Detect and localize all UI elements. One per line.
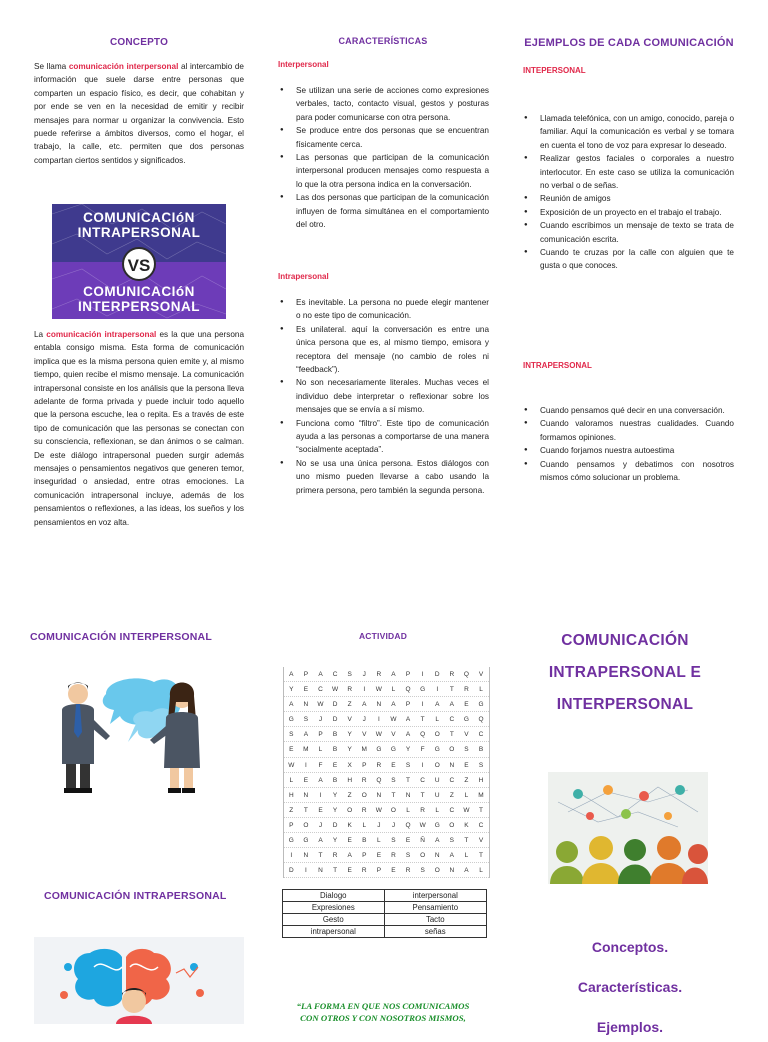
word-search-cell[interactable]: W bbox=[463, 806, 470, 814]
word-search-cell[interactable]: C bbox=[420, 776, 425, 784]
word-search-cell[interactable]: R bbox=[464, 686, 469, 694]
word-search-cell[interactable]: G bbox=[434, 821, 440, 829]
word-search-cell[interactable]: M bbox=[478, 791, 484, 799]
word-search-cell[interactable]: G bbox=[390, 746, 396, 754]
word-search-cell[interactable]: F bbox=[318, 761, 323, 769]
word-search-cell[interactable]: N bbox=[303, 852, 309, 860]
carac-inter-list bbox=[278, 84, 489, 231]
word-search-cell[interactable]: G bbox=[434, 746, 440, 754]
table-cell: Dialogo bbox=[283, 890, 385, 902]
word-search-cell[interactable]: G bbox=[478, 701, 484, 709]
word-search-cell[interactable]: B bbox=[478, 746, 484, 754]
word-search-cell[interactable]: T bbox=[391, 791, 396, 799]
ejemplos-inter-label: INTEPERSONAL bbox=[523, 66, 586, 75]
word-search-cell[interactable]: S bbox=[420, 867, 425, 875]
word-search-cell[interactable]: Q bbox=[478, 716, 484, 724]
cover-title-line-3: INTERPERSONAL bbox=[556, 696, 694, 713]
concepto-text-post: al intercambio de información que suele darse entre personas que comparten un espacio físico, es decir, que cohabitan y por ende se ven en la necesidad de emitir y recibir mensajes para normar u organizar la convivencia. Esto puede referirse a ámbitos diversos, como el hogar, el trabajo, la calle, etc. permiten que dos personas compartan ciertos sentidos y significados. bbox=[34, 62, 244, 165]
word-search-cell[interactable]: L bbox=[479, 686, 483, 694]
word-search-cell[interactable]: I bbox=[377, 716, 380, 724]
word-search-cell[interactable]: C bbox=[332, 671, 338, 678]
word-search-cell[interactable]: L bbox=[377, 837, 381, 845]
concepto-heading: CONCEPTO bbox=[109, 37, 169, 48]
word-search-cell[interactable]: B bbox=[362, 837, 367, 845]
word-search-cell[interactable]: A bbox=[405, 731, 411, 739]
word-search-cell[interactable]: Y bbox=[347, 731, 352, 739]
intra-section-heading: COMUNICACIÓN INTRAPERSONAL bbox=[44, 890, 227, 902]
word-search-cell[interactable]: M bbox=[303, 746, 309, 754]
word-search-cell[interactable]: G bbox=[463, 716, 469, 724]
word-search-cell[interactable]: R bbox=[361, 867, 367, 875]
word-search-cell[interactable]: R bbox=[449, 671, 455, 678]
word-search-cell[interactable]: N bbox=[376, 791, 382, 799]
word-search-cell[interactable]: U bbox=[434, 791, 440, 799]
word-search-cell[interactable]: L bbox=[289, 776, 294, 784]
word-search-cell[interactable]: S bbox=[405, 761, 411, 769]
word-search-cell[interactable]: W bbox=[332, 686, 339, 694]
word-search-cell[interactable]: H bbox=[478, 776, 484, 784]
list-item: ● Cuando pensamos y debatimos con nosotros mismos cómo solucionar un problema. bbox=[522, 458, 734, 485]
word-search-cell[interactable]: N bbox=[405, 791, 411, 799]
word-search-cell[interactable]: E bbox=[391, 867, 396, 875]
word-search-cell[interactable]: V bbox=[362, 731, 367, 739]
word-search-cell[interactable]: T bbox=[449, 686, 454, 694]
brain-person-illustration bbox=[34, 937, 244, 1024]
word-search-cell[interactable]: I bbox=[304, 867, 307, 875]
word-search-cell[interactable]: A bbox=[449, 701, 454, 709]
word-search-cell[interactable]: R bbox=[361, 806, 367, 814]
word-search-cell[interactable]: S bbox=[289, 731, 294, 739]
word-search-cell[interactable]: R bbox=[332, 852, 338, 860]
list-item: ● Cuando escribimos un mensaje de texto se trata de comunicación escrita. bbox=[522, 219, 734, 246]
word-search-cell[interactable]: E bbox=[303, 686, 309, 694]
table-cell: Pensamiento bbox=[384, 902, 486, 914]
word-search-cell[interactable]: T bbox=[464, 837, 469, 845]
word-search-cell[interactable]: E bbox=[289, 746, 294, 754]
word-search-cell[interactable]: G bbox=[303, 837, 309, 845]
word-search-cell[interactable]: O bbox=[303, 821, 309, 829]
table-cell: intrapersonal bbox=[283, 926, 385, 938]
list-item: ● Cuando forjamos nuestra autoestima bbox=[522, 444, 734, 457]
word-search-cell[interactable]: I bbox=[363, 686, 366, 694]
list-item: ● Las dos personas que participan de la comunicación influyen de forma simultánea en el comportamiento del otro. bbox=[278, 191, 489, 231]
word-search-cell[interactable]: L bbox=[391, 686, 396, 694]
caracteristicas-heading: CARACTERÍSTICAS bbox=[338, 36, 428, 46]
word-search-cell[interactable]: W bbox=[419, 821, 426, 829]
word-search-cell[interactable]: T bbox=[420, 791, 425, 799]
word-search-cell[interactable]: R bbox=[405, 867, 411, 875]
list-item: ● Se produce entre dos personas que se encuentran físicamente cerca. bbox=[278, 124, 489, 151]
word-search-cell[interactable]: A bbox=[289, 671, 294, 678]
word-search-cell[interactable]: O bbox=[347, 806, 353, 814]
word-search-cell[interactable]: A bbox=[405, 716, 411, 724]
word-search-cell[interactable]: A bbox=[289, 701, 294, 709]
cover-title bbox=[530, 625, 720, 721]
list-item: ● Se utilizan una serie de acciones como expresiones verbales, tacto, contacto visual, gestos y posturas para poder comunicarse con otra persona. bbox=[278, 84, 489, 124]
table-cell: Gesto bbox=[283, 914, 385, 926]
word-search-cell[interactable]: E bbox=[464, 761, 469, 769]
list-item: ● Cuando pensamos qué decir en una conversación. bbox=[522, 404, 734, 417]
word-search-cell[interactable]: T bbox=[303, 806, 308, 814]
table-cell: interpersonal bbox=[384, 890, 486, 902]
word-search-cell[interactable]: H bbox=[347, 776, 353, 784]
word-search-cell[interactable]: N bbox=[303, 701, 309, 709]
word-search-cell[interactable]: Z bbox=[347, 791, 352, 799]
cover-subtitle-3: Ejemplos. bbox=[596, 1019, 664, 1035]
word-search-cell[interactable]: L bbox=[362, 821, 367, 829]
cover-title-line-2: INTRAPERSONAL E bbox=[548, 664, 702, 681]
word-search-grid[interactable] bbox=[283, 667, 490, 878]
word-search-cell[interactable]: P bbox=[303, 671, 309, 678]
word-search-cell[interactable]: E bbox=[405, 837, 411, 845]
word-search-cell[interactable]: J bbox=[362, 716, 366, 724]
word-search-row bbox=[284, 833, 489, 848]
list-item: ● Cuando valoramos nuestras cualidades. Cuando formamos opiniones. bbox=[522, 417, 734, 444]
word-search-cell[interactable]: Z bbox=[289, 806, 294, 814]
word-search-cell[interactable]: Y bbox=[332, 791, 338, 799]
word-search-cell[interactable]: Q bbox=[420, 731, 426, 739]
word-search-cell[interactable]: P bbox=[405, 671, 411, 678]
word-search-cell[interactable]: S bbox=[464, 746, 469, 754]
word-search-cell[interactable]: E bbox=[332, 761, 338, 769]
cover-subtitle-1: Conceptos. bbox=[591, 939, 669, 955]
word-search-cell[interactable]: A bbox=[391, 701, 396, 709]
list-item: ● Cuando te cruzas por la calle con alguien que te gusta o que conoces. bbox=[522, 246, 734, 273]
word-search-cell[interactable]: S bbox=[347, 671, 352, 678]
word-search-cell[interactable]: D bbox=[434, 671, 440, 678]
quote-text bbox=[268, 1000, 498, 1024]
word-search-cell[interactable]: O bbox=[449, 821, 455, 829]
word-search-cell[interactable]: E bbox=[303, 776, 309, 784]
word-search-cell[interactable]: P bbox=[362, 852, 367, 860]
word-search-cell[interactable]: R bbox=[361, 776, 367, 784]
word-search-cell[interactable]: E bbox=[318, 806, 323, 814]
word-search-cell[interactable]: W bbox=[375, 731, 382, 739]
carac-intra-label: Intrapersonal bbox=[278, 272, 329, 281]
word-search-cell[interactable]: A bbox=[435, 701, 440, 709]
word-search-cell[interactable]: R bbox=[376, 671, 382, 678]
word-search-cell[interactable]: T bbox=[406, 776, 411, 784]
word-search-cell[interactable]: I bbox=[290, 852, 293, 860]
group-communication-illustration bbox=[548, 772, 708, 884]
list-item: ● Las personas que participan de la comunicación interpersonal producen mensajes como respuesta a lo que la otra persona indica en la conversación. bbox=[278, 151, 489, 191]
word-list-table bbox=[282, 889, 487, 938]
intra-text-post: es la que una persona entabla consigo misma. Esta forma de comunicación implica que es la misma persona quien emite y, al mismo tiempo, quien recibe el mismo mensaje. La comunicación intrapersonal consiste en los análisis que la persona lleva adelante de forma privada y puede incluir todo aquello que la persona escuche, lea o repita. Es a través de este tipo de comunicación que las personas se conectan con su consciencia, reflexionan, se dan ánimos o se calman. De este diálogo intrapersonal pueden surgir además mensajes o pensamientos negativos que generen temor, inseguridad o ansiedad, entre otras emociones. La comunicación intrapersonal incluye, además de los pensamientos o reflexiones, a las ideas, los sueños y los pensamientos en voz alta. bbox=[34, 330, 244, 527]
intra-vs-inter-banner bbox=[52, 204, 226, 319]
list-item: ● Realizar gestos faciales o corporales a nuestro interlocutor. En este caso se utiliza la comunicación no verbal o de señas. bbox=[522, 152, 734, 192]
word-search-cell[interactable]: T bbox=[479, 806, 483, 814]
word-search-cell[interactable]: X bbox=[347, 761, 352, 769]
word-search-row bbox=[284, 667, 489, 682]
word-search-cell[interactable]: L bbox=[464, 791, 469, 799]
word-search-cell[interactable]: Q bbox=[405, 821, 411, 829]
word-search-cell[interactable]: Z bbox=[347, 701, 352, 709]
word-search-cell[interactable]: E bbox=[376, 852, 382, 860]
inter-section-heading: COMUNICACIÓN INTERPERSONAL bbox=[30, 631, 212, 643]
word-search-cell[interactable]: I bbox=[421, 701, 424, 709]
brain-illustration-frame bbox=[34, 937, 244, 1024]
banner-top-text: COMUNICACIóN INTRAPERSONAL bbox=[77, 210, 201, 240]
list-item: ● Exposición de un proyecto en el trabajo el trabajo. bbox=[522, 206, 734, 219]
intra-highlight: comunicación intrapersonal bbox=[46, 330, 157, 339]
word-search-cell[interactable]: W bbox=[375, 686, 382, 694]
cover-subtitle-2: Características. bbox=[577, 979, 683, 995]
word-search-cell[interactable]: T bbox=[333, 867, 338, 875]
quote-line-2: CON OTROS Y CON NOSOTROS MISMOS, bbox=[300, 1013, 466, 1023]
table-row bbox=[283, 902, 487, 914]
word-search-cell[interactable]: I bbox=[421, 671, 424, 678]
word-search-row bbox=[284, 758, 489, 773]
word-search-cell[interactable]: N bbox=[449, 867, 455, 875]
word-search-cell[interactable]: Y bbox=[405, 746, 411, 754]
word-search-cell[interactable]: C bbox=[478, 731, 484, 739]
word-search-cell[interactable]: K bbox=[464, 821, 469, 829]
list-item: ● Funciona como “filtro”. Este tipo de comunicación ayuda a las personas a comportarse de una manera “socialmente aceptada”. bbox=[278, 417, 489, 457]
word-search-cell[interactable]: C bbox=[449, 776, 455, 784]
word-search-cell[interactable]: S bbox=[478, 761, 484, 769]
word-search-cell[interactable]: P bbox=[318, 731, 323, 739]
vs-badge: VS bbox=[122, 247, 156, 281]
word-search-cell[interactable]: W bbox=[375, 806, 382, 814]
list-item: ● Es inevitable. La persona no puede elegir mantener o no este tipo de comunicación. bbox=[278, 296, 489, 323]
word-search-cell[interactable]: C bbox=[478, 821, 484, 829]
word-search-cell[interactable]: I bbox=[436, 686, 439, 694]
table-row bbox=[283, 914, 487, 926]
word-search-cell[interactable]: N bbox=[434, 852, 440, 860]
word-search-cell[interactable]: A bbox=[318, 776, 323, 784]
word-search-cell[interactable]: Z bbox=[464, 776, 469, 784]
word-search-cell[interactable]: B bbox=[332, 776, 338, 784]
word-search-cell[interactable]: M bbox=[361, 746, 367, 754]
word-search-cell[interactable]: L bbox=[318, 746, 323, 754]
ejemplos-intra-list bbox=[522, 404, 734, 484]
table-row bbox=[283, 926, 487, 938]
word-search-cell[interactable]: T bbox=[479, 852, 483, 860]
word-search-row bbox=[284, 773, 489, 788]
word-search-cell[interactable]: A bbox=[303, 731, 309, 739]
word-search-cell[interactable]: J bbox=[362, 671, 366, 678]
word-search-cell[interactable]: I bbox=[421, 761, 424, 769]
word-search-cell[interactable]: E bbox=[464, 701, 469, 709]
word-search-cell[interactable]: G bbox=[376, 746, 382, 754]
word-search-cell[interactable]: J bbox=[318, 821, 323, 829]
table-cell: Expresiones bbox=[283, 902, 385, 914]
word-search-row bbox=[284, 727, 489, 742]
word-search-cell[interactable]: V bbox=[478, 837, 484, 845]
word-search-cell[interactable]: O bbox=[434, 761, 440, 769]
word-search-cell[interactable]: N bbox=[376, 701, 382, 709]
list-item: ● Llamada telefónica, con un amigo, conocido, pareja o familiar. Aquí la comunicación es verbal y se tomara en cuenta el tono de voz para expresar lo deseado. bbox=[522, 112, 734, 152]
word-search-cell[interactable]: Y bbox=[332, 806, 338, 814]
word-search-row bbox=[284, 697, 489, 712]
carac-inter-label: Interpersonal bbox=[278, 60, 329, 69]
intra-text-pre: La bbox=[34, 330, 47, 339]
word-search-cell[interactable]: S bbox=[405, 852, 411, 860]
word-search-cell[interactable]: E bbox=[391, 761, 396, 769]
word-search-cell[interactable]: Y bbox=[332, 837, 338, 845]
word-search-cell[interactable]: S bbox=[391, 776, 396, 784]
word-search-cell[interactable]: I bbox=[304, 761, 307, 769]
list-item: ● No son necesariamente literales. Muchas veces el individuo debe interpretar o reflexionar sobre los mensajes que se envía a sí mismo. bbox=[278, 376, 489, 416]
word-search-cell[interactable]: O bbox=[420, 852, 426, 860]
word-search-cell[interactable]: E bbox=[347, 837, 352, 845]
word-search-cell[interactable]: R bbox=[347, 686, 353, 694]
word-search-cell[interactable]: A bbox=[318, 671, 323, 678]
word-search-row bbox=[284, 863, 489, 878]
word-search-cell[interactable]: D bbox=[332, 701, 338, 709]
word-search-cell[interactable]: T bbox=[420, 716, 425, 724]
word-search-cell[interactable]: A bbox=[347, 852, 352, 860]
word-search-cell[interactable]: R bbox=[420, 806, 425, 814]
word-search-cell[interactable]: T bbox=[318, 852, 323, 860]
word-search-row bbox=[284, 742, 489, 757]
word-search-cell[interactable]: E bbox=[347, 867, 352, 875]
ejemplos-intra-label: INTRAPERSONAL bbox=[523, 361, 592, 370]
word-search-cell[interactable]: Y bbox=[289, 686, 294, 694]
word-search-cell[interactable]: O bbox=[390, 806, 396, 814]
word-search-cell[interactable]: C bbox=[449, 716, 455, 724]
word-search-cell[interactable]: R bbox=[376, 761, 382, 769]
word-search-cell[interactable]: J bbox=[377, 821, 381, 829]
word-search-cell[interactable]: S bbox=[391, 837, 396, 845]
word-search-cell[interactable]: D bbox=[332, 716, 338, 724]
word-search-cell[interactable]: V bbox=[391, 731, 396, 739]
word-search-row bbox=[284, 682, 489, 697]
word-search-cell[interactable]: N bbox=[449, 761, 455, 769]
word-search-cell[interactable]: B bbox=[332, 746, 338, 754]
intra-paragraph bbox=[34, 328, 244, 529]
carac-intra-list bbox=[278, 296, 489, 497]
group-communication-illustration-frame bbox=[548, 772, 708, 884]
word-search-cell[interactable]: G bbox=[288, 837, 294, 845]
word-search-cell[interactable]: J bbox=[391, 821, 396, 829]
word-search-cell[interactable]: K bbox=[347, 821, 352, 829]
word-search-cell[interactable]: W bbox=[390, 716, 397, 724]
ejemplos-heading: EJEMPLOS DE CADA COMUNICACIÓN bbox=[524, 37, 734, 49]
word-search-cell[interactable]: Ñ bbox=[420, 837, 425, 845]
word-search-cell[interactable]: C bbox=[318, 686, 323, 694]
table-row bbox=[283, 890, 487, 902]
word-search-cell[interactable]: P bbox=[405, 701, 411, 709]
word-search-cell[interactable]: W bbox=[288, 761, 295, 769]
word-search-cell[interactable]: L bbox=[435, 716, 440, 724]
word-search-cell[interactable]: Q bbox=[405, 686, 411, 694]
table-cell: Tacto bbox=[384, 914, 486, 926]
word-search-cell[interactable]: D bbox=[288, 867, 294, 875]
word-search-cell[interactable]: T bbox=[449, 731, 454, 739]
word-search-cell[interactable]: V bbox=[464, 731, 469, 739]
word-search-cell[interactable]: N bbox=[318, 867, 323, 875]
list-item: ● No se usa una única persona. Estos diálogos con uno mismo pueden llevarse a cabo usando la primera persona, pero también la segunda persona. bbox=[278, 457, 489, 497]
word-search-cell[interactable]: N bbox=[303, 791, 309, 799]
concepto-paragraph bbox=[34, 60, 244, 167]
word-search-cell[interactable]: Z bbox=[449, 791, 454, 799]
word-search-cell[interactable]: S bbox=[303, 716, 309, 724]
word-search-cell[interactable]: P bbox=[289, 821, 294, 829]
word-search-cell[interactable]: L bbox=[464, 852, 469, 860]
word-search-cell[interactable]: A bbox=[449, 852, 454, 860]
word-search-cell[interactable]: V bbox=[347, 716, 352, 724]
word-search-cell[interactable]: O bbox=[361, 791, 367, 799]
word-search-cell[interactable]: G bbox=[288, 716, 294, 724]
word-search-row bbox=[284, 803, 489, 818]
cover-title-line-1: COMUNICACIÓN bbox=[561, 632, 689, 649]
word-search-cell[interactable]: A bbox=[435, 837, 440, 845]
actividad-heading: ACTIVIDAD bbox=[358, 631, 408, 641]
word-search-cell[interactable]: C bbox=[449, 806, 455, 814]
word-search-cell[interactable]: S bbox=[449, 837, 454, 845]
word-search-cell[interactable]: L bbox=[435, 806, 440, 814]
cover-subtitles bbox=[530, 932, 730, 1042]
word-search-cell[interactable]: O bbox=[434, 867, 440, 875]
word-search-cell[interactable]: Y bbox=[347, 746, 352, 754]
word-search-cell[interactable]: V bbox=[478, 671, 484, 678]
table-cell: señas bbox=[384, 926, 486, 938]
list-item: ● Es unilateral. aquí la conversación es entre una única persona que es, al mismo tiempo, emisora y receptora del mensaje (no cambio de roles ni “feedback”). bbox=[278, 323, 489, 377]
banner-bottom-text: COMUNICACIóN INTERPERSONAL bbox=[77, 284, 200, 314]
word-search-cell[interactable]: R bbox=[391, 852, 396, 860]
list-item: ● Reunión de amigos bbox=[522, 192, 734, 205]
quote-line-1: “LA FORMA EN QUE NOS COMUNICAMOS bbox=[296, 1001, 470, 1011]
word-search-cell[interactable]: O bbox=[449, 746, 455, 754]
word-search-row bbox=[284, 848, 489, 863]
word-search-cell[interactable]: P bbox=[362, 761, 367, 769]
concepto-highlight: comunicación interpersonal bbox=[68, 62, 179, 71]
word-search-row bbox=[284, 712, 489, 727]
concepto-text-pre: Se llama bbox=[34, 62, 69, 71]
word-search-cell[interactable]: F bbox=[420, 746, 425, 754]
word-search-row bbox=[284, 788, 489, 803]
word-search-cell[interactable]: P bbox=[376, 867, 382, 875]
word-search-cell[interactable]: U bbox=[434, 776, 440, 784]
word-search-cell[interactable]: L bbox=[479, 867, 483, 875]
word-search-cell[interactable]: D bbox=[332, 821, 338, 829]
word-search-cell[interactable]: J bbox=[318, 716, 323, 724]
word-search-cell[interactable]: L bbox=[406, 806, 410, 814]
word-search-cell[interactable]: W bbox=[317, 701, 324, 709]
word-search-cell[interactable]: Q bbox=[376, 776, 382, 784]
word-search-row bbox=[284, 818, 489, 833]
word-search-cell[interactable]: A bbox=[391, 671, 396, 678]
word-search-cell[interactable]: I bbox=[319, 791, 322, 799]
word-search-cell[interactable]: G bbox=[420, 686, 426, 694]
word-search-cell[interactable]: Q bbox=[463, 671, 469, 678]
word-search-cell[interactable]: O bbox=[434, 731, 440, 739]
word-search-cell[interactable]: B bbox=[332, 731, 338, 739]
word-search-cell[interactable]: A bbox=[318, 837, 323, 845]
word-search-cell[interactable]: H bbox=[288, 791, 294, 799]
word-search-cell[interactable]: A bbox=[362, 701, 367, 709]
two-people-talking-illustration bbox=[58, 672, 218, 800]
ejemplos-inter-list bbox=[522, 112, 734, 273]
word-search-cell[interactable]: A bbox=[464, 867, 469, 875]
